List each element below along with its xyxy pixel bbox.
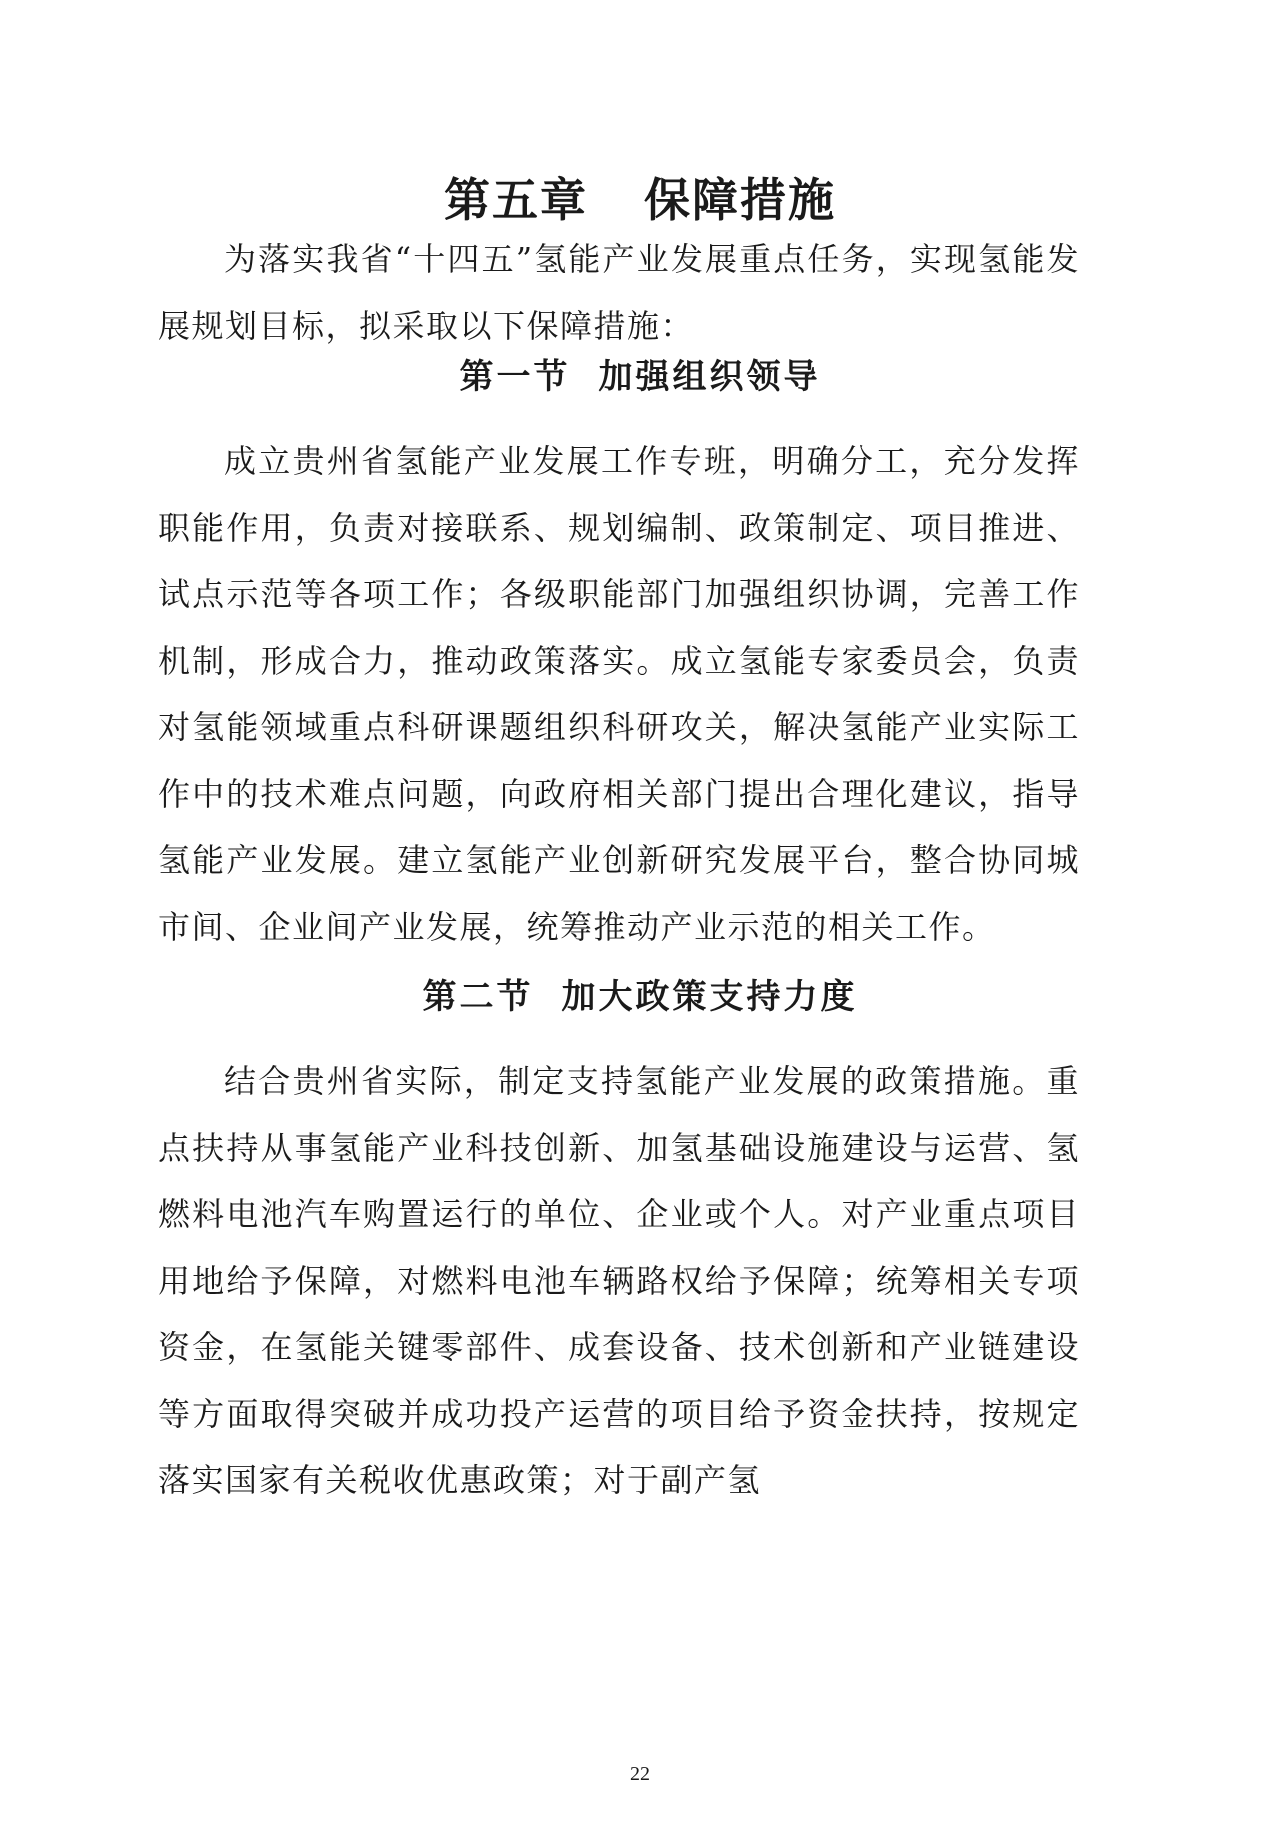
section-title-2 — [0, 972, 1280, 1022]
section-2-body: 结合贵州省实际，制定支持氢能产业发展的政策措施。重点扶持从事氢能产业科技创新、加氢基础设施建设与运营、氢燃料电池汽车购置运行的单位、企业或个人。对产业重点项目用地给予保障，对燃料电池车辆路权给予保障；统筹相关专项资金，在氢能关键零部件、成套设备、技术创新和产业链建设等方面取得突破并成功投产运营的项目给予资金扶持，按规定落实国家有关税收优惠政策；对于副产氢 — [158, 1062, 1080, 1499]
section-title-text: 加大政策支持力度 — [561, 977, 858, 1017]
section-title-text: 加强组织领导 — [598, 357, 821, 397]
chapter-number: 第五章 — [444, 173, 588, 227]
chapter-title-text: 保障措施 — [644, 173, 836, 227]
section-1-body: 成立贵州省氢能产业发展工作专班，明确分工，充分发挥职能作用，负责对接联系、规划编制、政策制定、项目推进、试点示范等各项工作；各级职能部门加强组织协调，完善工作机制，形成合力，推动政策落实。成立氢能专家委员会，负责对氢能领域重点科研课题组织科研攻关，解决氢能产业实际工作中的技术难点问题，向政府相关部门提出合理化建议，指导氢能产业发展。建立氢能产业创新研究发展平台，整合协同城市间、企业间产业发展，统筹推动产业示范的相关工作。 — [158, 442, 1080, 946]
section-title-1 — [0, 352, 1280, 402]
intro-paragraph: 为落实我省“十四五”氢能产业发展重点任务，实现氢能发展规划目标，拟采取以下保障措施： — [158, 240, 1080, 345]
chapter-title — [0, 168, 1280, 232]
page-number: 22 — [630, 1763, 650, 1785]
section-number: 第一节 — [459, 357, 571, 397]
section-number: 第二节 — [422, 977, 534, 1017]
